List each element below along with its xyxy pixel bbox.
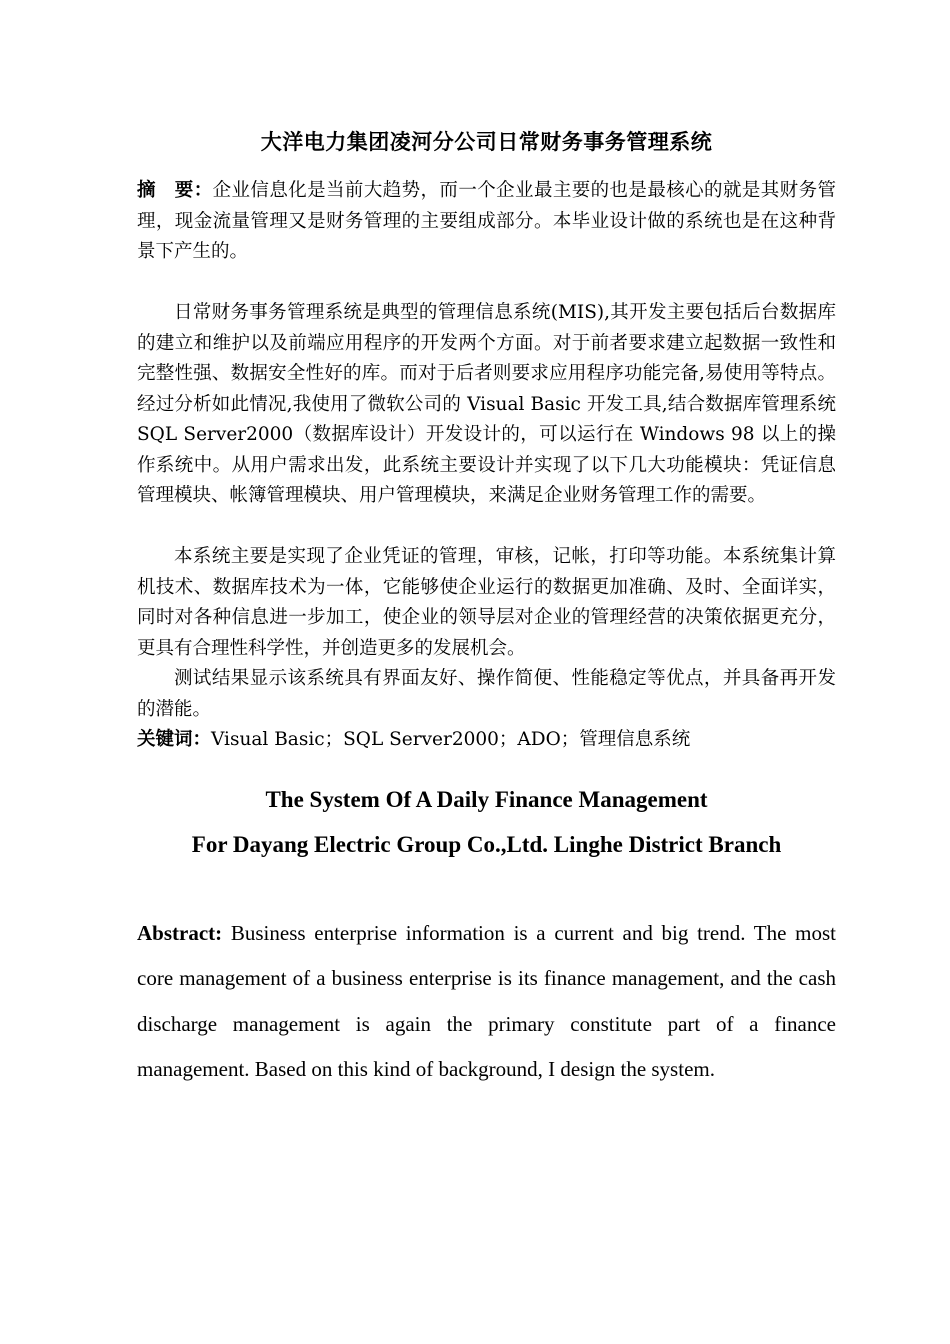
chinese-paragraph-development: 日常财务事务管理系统是典型的管理信息系统(MIS),其开发主要包括后台数据库的建立和维护以及前端应用程序的开发两个方面。对于前者要求建立起数据一致性和完整性强、数据安全性好的库。而对于后者则要求应用程序功能完备,易使用等特点。经过分析如此情况,我使用了微软公司的 Visual Basic 开发工具,结合数据库管理系统 SQL Server2000（数据库设计）开发设计的，可以运行在 Windows 98 以上的操作系统中。从用户需求出发，此系统主要设计并实现了以下几大功能模块：凭证信息管理模块、帐簿管理模块、用户管理模块，来满足企业财务管理工作的需要。 xyxy=(137,302,836,506)
spacer xyxy=(137,512,836,543)
keywords-label-cn: 关键词： xyxy=(137,729,212,750)
english-abstract xyxy=(137,911,836,1093)
chinese-paragraph-functions: 本系统主要是实现了企业凭证的管理，审核，记帐，打印等功能。本系统集计算机技术、数据库技术为一体，它能够使企业运行的数据更加准确、及时、全面详实，同时对各种信息进一步加工，使企业的领导层对企业的管理经营的决策依据更充分，更具有合理性科学性，并创造更多的发展机会。 xyxy=(137,546,836,659)
chinese-title: 大洋电力集团凌河分公司日常财务事务管理系统 xyxy=(260,130,713,154)
abstract-label-en: Abstract: xyxy=(137,920,223,945)
english-title-line-2: For Dayang Electric Group Co.,Ltd. Linghe District Branch xyxy=(191,831,782,857)
chinese-abstract xyxy=(137,176,836,268)
chinese-paragraph-test-results: 测试结果显示该系统具有界面友好、操作简便、性能稳定等优点，并具备再开发的潜能。 xyxy=(137,668,836,720)
page-content xyxy=(137,118,836,1093)
keywords-text-cn: Visual Basic；SQL Server2000；ADO；管理信息系统 xyxy=(211,729,691,750)
abstract-label-cn: 摘 要： xyxy=(137,180,213,201)
english-title-line-1: The System Of A Daily Finance Management xyxy=(265,786,708,812)
abstract-text-en: Business enterprise information is a current and big trend. The most core management of a business enterprise is its finance management, and the cash discharge management is again the primary constitute part of a finance management. Based on this kind of background, I design the system. xyxy=(137,920,837,1081)
abstract-text-cn: 企业信息化是当前大趋势，而一个企业最主要的也是最核心的就是其财务管理，现金流量管理又是财务管理的主要组成部分。本毕业设计做的系统也是在这种背景下产生的。 xyxy=(137,180,836,262)
spacer xyxy=(137,268,836,299)
chinese-keywords xyxy=(137,725,836,756)
